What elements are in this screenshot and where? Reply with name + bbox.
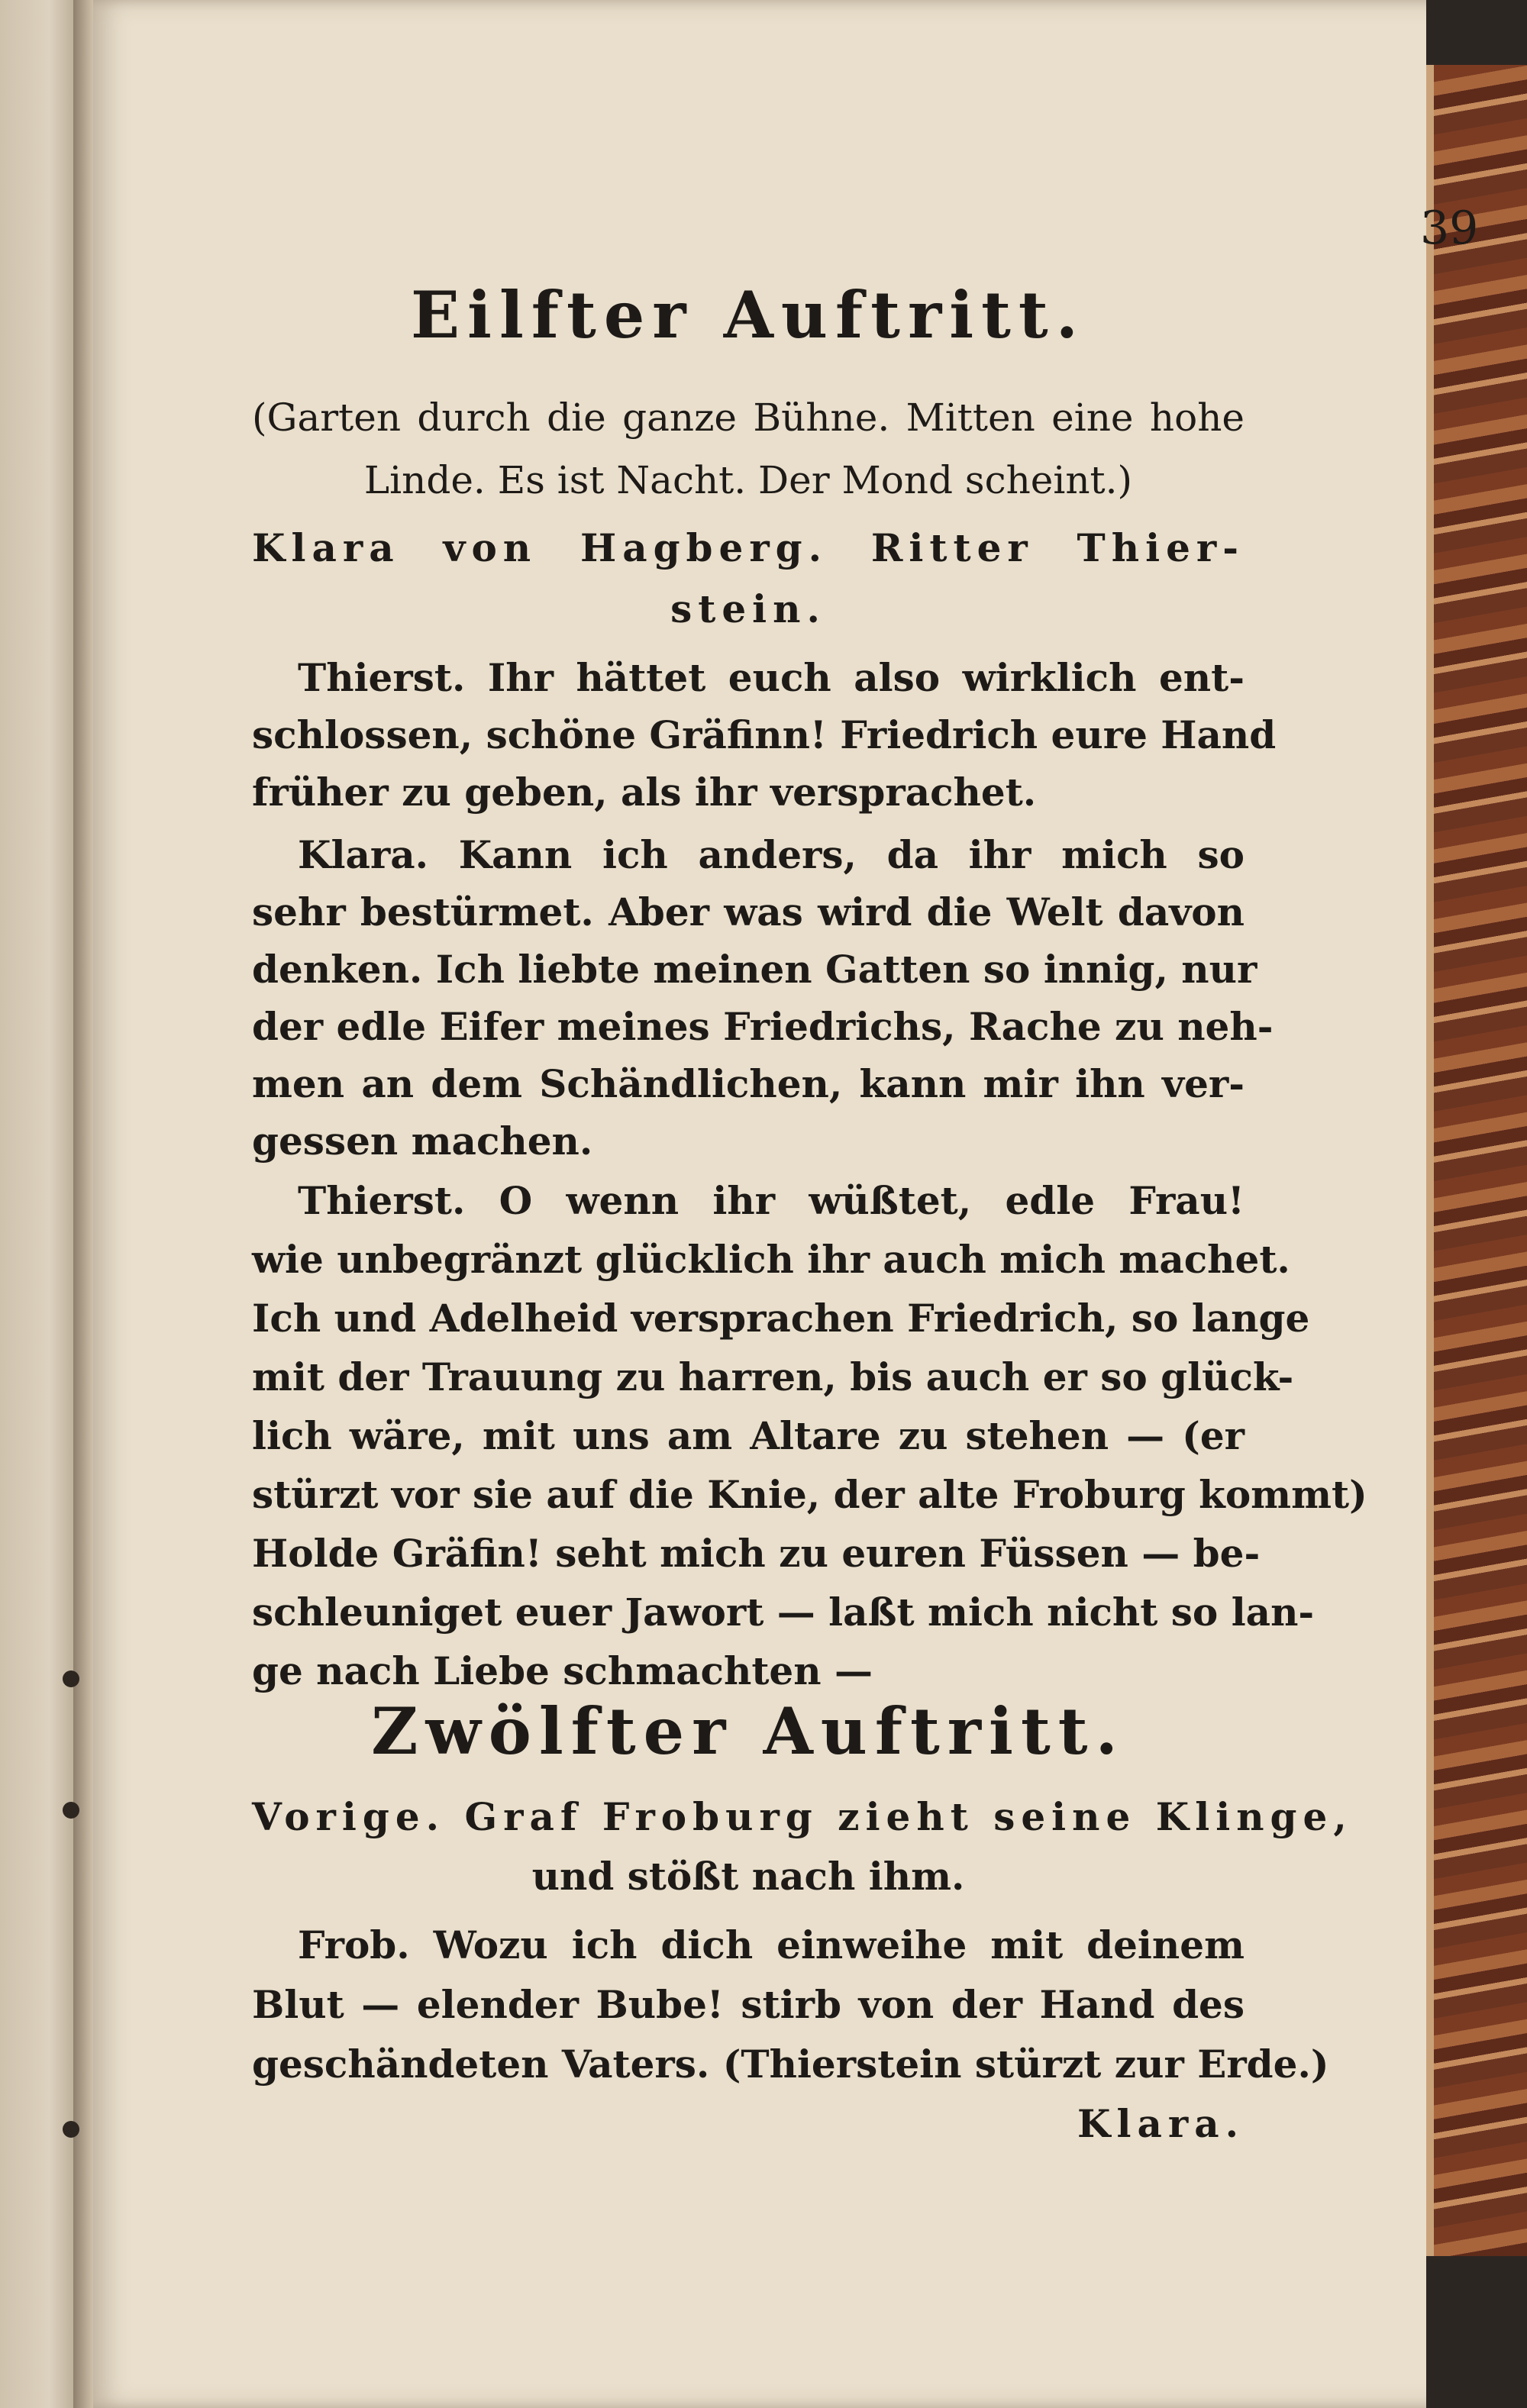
dialogue-line: schleuniget euer Jawort — laßt mich nicht so lan- [252, 1590, 1315, 1635]
dialogue-line: schlossen, schöne Gräfinn! Friedrich eure Hand [252, 712, 1277, 757]
dialogue-line: stürzt vor sie auf die Knie, der alte Froburg kommt) [252, 1472, 1367, 1517]
character-list-line: stein. [670, 586, 826, 631]
dialogue-line: denken. Ich liebte meinen Gatten so innig, nur [252, 947, 1257, 992]
dialogue-line: sehr bestürmet. Aber was wird die Welt davon [252, 889, 1245, 934]
binding-hole [63, 1802, 79, 1819]
scene-heading-12: Zwölfter Auftritt. [371, 1693, 1125, 1769]
binding-hole [63, 1670, 79, 1687]
dialogue-line: gessen machen. [252, 1118, 593, 1164]
marbled-cover-edge [1426, 65, 1527, 2256]
dialogue-line: wie unbegränzt glücklich ihr auch mich machet. [252, 1237, 1290, 1282]
background-top [1426, 0, 1527, 65]
dialogue-line: lich wäre, mit uns am Altare zu stehen — (er [252, 1413, 1245, 1458]
dialogue-line: früher zu geben, als ihr versprachet. [252, 770, 1037, 815]
left-page-edge [0, 0, 82, 2408]
stage-direction-line: Linde. Es ist Nacht. Der Mond scheint.) [363, 458, 1133, 502]
scene-heading-11: Eilfter Auftritt. [411, 277, 1086, 353]
dialogue-line: Blut — elender Bube! stirb von der Hand des [252, 1982, 1245, 2027]
stage-direction-line: und stößt nach ihm. [531, 1854, 965, 1899]
character-list-line: Klara von Hagberg. Ritter Thier- [252, 525, 1245, 570]
dialogue-line: Thierst. Ihr hättet euch also wirklich ent- [298, 655, 1245, 700]
dialogue-line: Thierst. O wenn ihr wüßtet, edle Frau! [298, 1178, 1245, 1223]
dialogue-line: mit der Trauung zu harren, bis auch er so glück- [252, 1354, 1294, 1399]
dialogue-line: Ich und Adelheid versprachen Friedrich, so lange [252, 1296, 1310, 1341]
dialogue-line: der edle Eifer meines Friedrichs, Rache zu neh- [252, 1004, 1274, 1049]
stage-direction-line: Vorige. Graf Froburg zieht seine Klinge, [252, 1794, 1353, 1839]
background-bottom [1426, 2256, 1527, 2408]
catchword: Klara. [1077, 2101, 1245, 2146]
dialogue-line: men an dem Schändlichen, kann mir ihn ver- [252, 1061, 1245, 1106]
dialogue-line: Frob. Wozu ich dich einweihe mit deinem [298, 1922, 1245, 1967]
binding-hole [63, 2121, 79, 2138]
dialogue-line: ge nach Liebe schmachten — [252, 1648, 873, 1693]
page-number: 39 [1420, 202, 1479, 255]
stage-direction-line: (Garten durch die ganze Bühne. Mitten eine hohe [252, 395, 1245, 440]
dialogue-line: Klara. Kann ich anders, da ihr mich so [298, 832, 1245, 877]
dialogue-line: geschändeten Vaters. (Thierstein stürzt zur Erde.) [252, 2042, 1329, 2087]
dialogue-line: Holde Gräfin! seht mich zu euren Füssen — be- [252, 1531, 1261, 1576]
